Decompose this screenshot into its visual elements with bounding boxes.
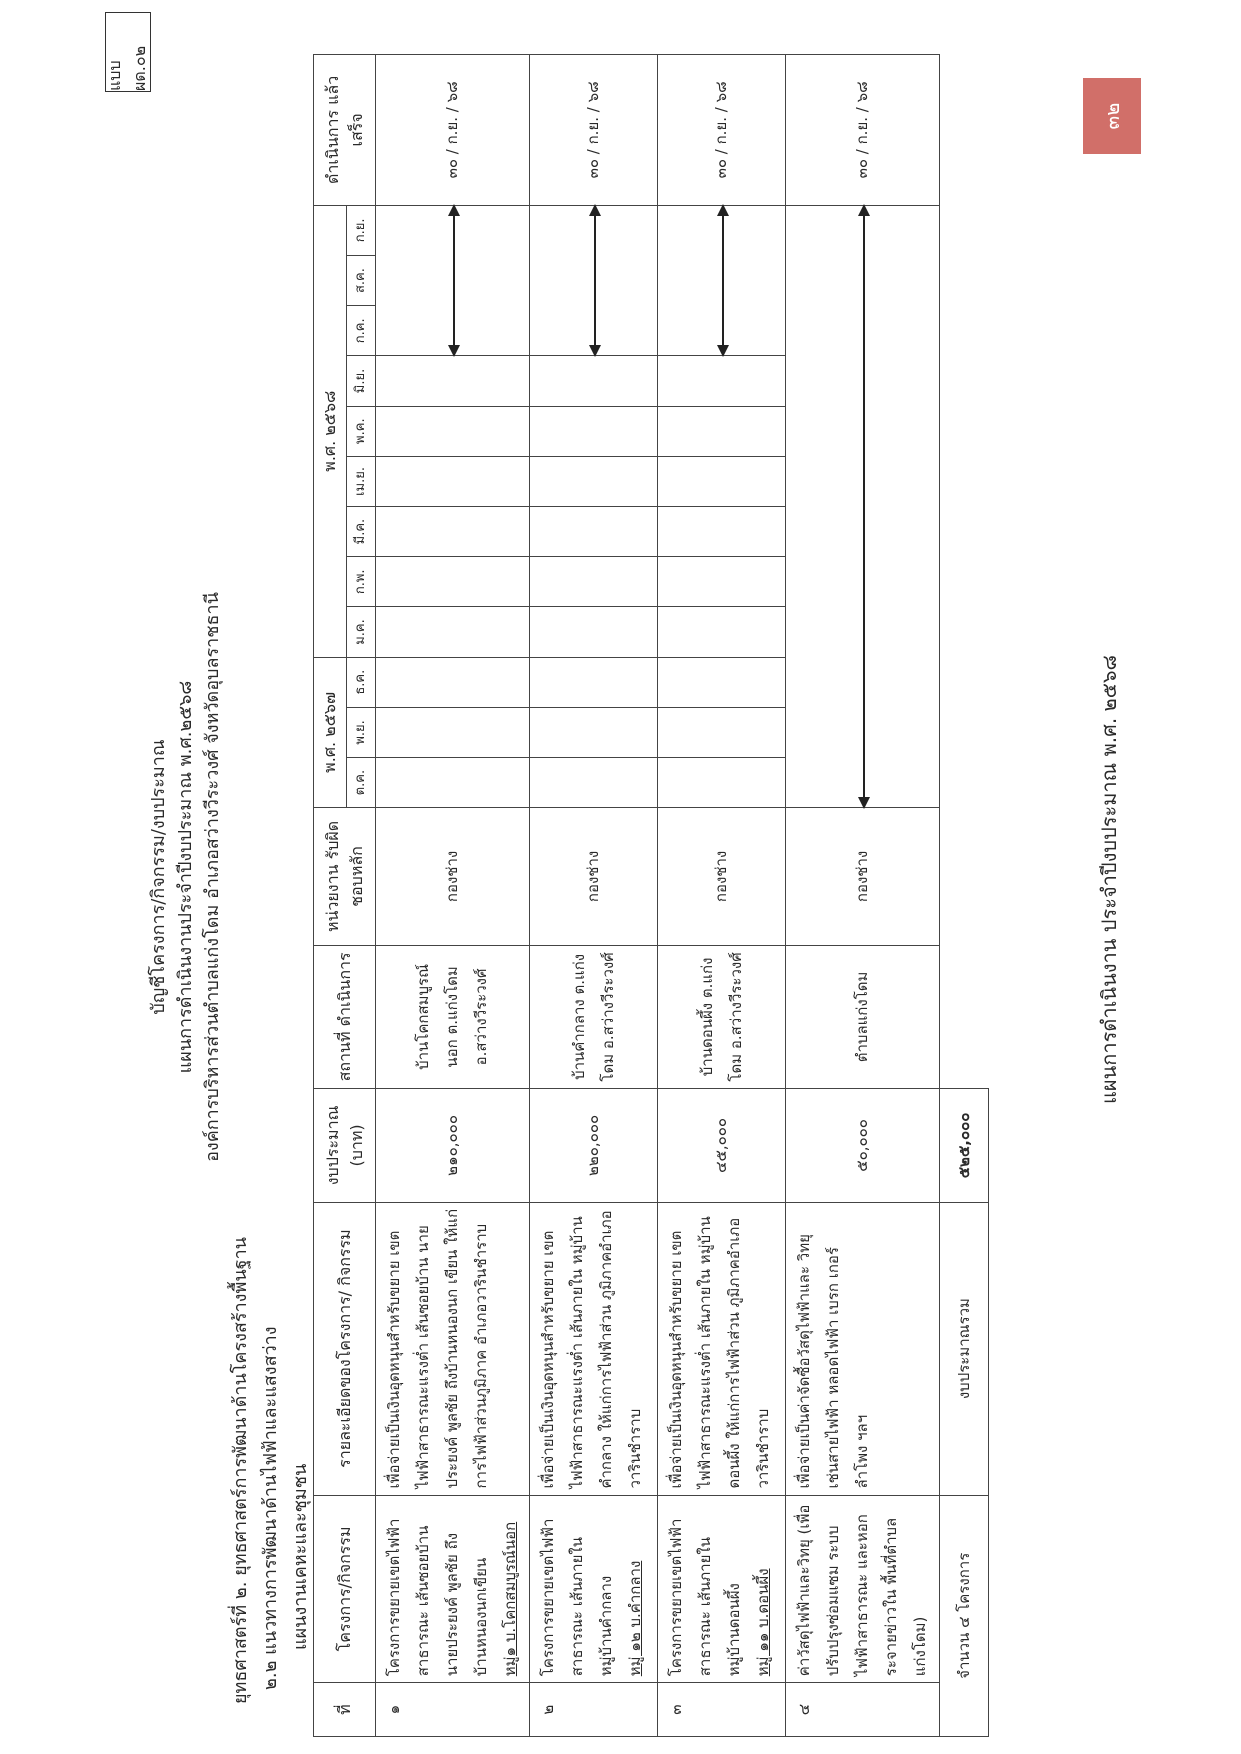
timeline-cell bbox=[376, 205, 530, 356]
month-header: เม.ย. bbox=[347, 456, 376, 506]
project-table bbox=[313, 54, 989, 1737]
title-block bbox=[145, 0, 226, 1754]
total-row bbox=[940, 55, 989, 1737]
place-text: บ้านดอนผึ้ง ต.แก่งโดม อ.สว่างวีระวงศ์ bbox=[658, 945, 786, 1088]
month-header: พ.ย. bbox=[347, 707, 376, 757]
detail-text: เพื่อจ่ายเป็นเงินอุดหนุนสำหรับขยาย เขตไฟฟ้าสาธารณะแรงต่ำ เส้นภายใน หมู่บ้านดอนผึ้ง ให้แก่การไฟฟ้าส่วน ภูมิภาคอำเภอวารินชำราบ bbox=[658, 1202, 786, 1495]
project-cell bbox=[786, 1495, 940, 1683]
detail-text: เพื่อจ่ายเป็นเงินอุดหนุนสำหรับขยาย เขตไฟฟ้าสาธารณะแรงต่ำ เส้นซอยบ้าน นายประยงค์ พูลชัย ถึงบ้านหนองนก เขียน ให้แก่การไฟฟ้าส่วนภูมิภาค อำเภอวารินชำราบ bbox=[376, 1202, 530, 1495]
strategy-guideline: ๒.๒ แนวทางการพัฒนาด้านไฟฟ้าและแสงสว่าง bbox=[260, 1326, 281, 1690]
header-done: ดำเนินการ แล้วเสร็จ bbox=[314, 55, 376, 206]
header-unit: หน่วยงาน รับผิดชอบหลัก bbox=[314, 808, 376, 945]
month-header: ก.พ. bbox=[347, 557, 376, 607]
header-year-2567: พ.ศ. ๒๕๖๗ bbox=[314, 657, 347, 808]
table-row bbox=[530, 55, 658, 1737]
budget-value: ๔๕,๐๐๐ bbox=[658, 1089, 786, 1203]
total-budget-label: งบประมาณรวม bbox=[940, 1202, 989, 1495]
page-number-badge bbox=[1083, 78, 1141, 154]
header-place: สถานที่ ดำเนินการ bbox=[314, 945, 376, 1088]
table-row bbox=[658, 55, 786, 1737]
row-no: ๔ bbox=[786, 1683, 940, 1737]
month-header: ธ.ค. bbox=[347, 657, 376, 707]
title-line-2: แผนการดำเนินงานประจำปีงบประมาณ พ.ศ.๒๕๖๘ bbox=[175, 680, 196, 1074]
month-header: ส.ค. bbox=[347, 255, 376, 305]
place-text: บ้านโคกสมบูรณ์ นอก ต.แก่งโดม อ.สว่างวีระวงศ์ bbox=[376, 945, 530, 1088]
done-date: ๓๐ / ก.ย. / ๖๘ bbox=[376, 55, 530, 206]
header-detail: รายละเอียดของโครงการ/ กิจกรรม bbox=[314, 1202, 376, 1495]
project-cell bbox=[658, 1495, 786, 1683]
unit-text: กองช่าง bbox=[376, 808, 530, 945]
month-header: มี.ค. bbox=[347, 506, 376, 556]
table-row bbox=[786, 55, 940, 1737]
total-count: จำนวน ๔ โครงการ bbox=[940, 1495, 989, 1736]
month-header: ก.ย. bbox=[347, 205, 376, 255]
month-header: มิ.ย. bbox=[347, 356, 376, 406]
header-row bbox=[314, 55, 347, 1737]
project-name: โครงการขยายเขตไฟฟ้า สาธารณะ เส้นภายใน หมู่บ้านคำกลาง bbox=[539, 1518, 615, 1677]
unit-text: กองช่าง bbox=[786, 808, 940, 945]
header-budget: งบประมาณ (บาท) bbox=[314, 1089, 376, 1203]
table-row bbox=[376, 55, 530, 1737]
timeline-cell bbox=[786, 205, 940, 808]
timeline-arrow bbox=[863, 206, 865, 808]
project-name: โครงการขยายเขตไฟฟ้า สาธารณะ เส้นภายใน หมู่บ้านดอนผึ้ง bbox=[667, 1518, 743, 1677]
timeline-cell bbox=[658, 205, 786, 356]
project-cell bbox=[530, 1495, 658, 1683]
strategy-plan: แผนงานเคหะและชุมชน bbox=[290, 1463, 311, 1650]
project-village: หมู่ ๑๑ บ.ดอนผึ้ง bbox=[754, 1568, 772, 1677]
form-code: แบบ ผด.๐๒ bbox=[105, 45, 149, 91]
budget-value: ๒๒๐,๐๐๐ bbox=[530, 1089, 658, 1203]
timeline-arrow bbox=[722, 206, 724, 356]
month-header: ก.ค. bbox=[347, 306, 376, 356]
row-no: ๓ bbox=[658, 1683, 786, 1737]
done-date: ๓๐ / ก.ย. / ๖๘ bbox=[786, 55, 940, 206]
title-line-1: บัญชีโครงการ/กิจกรรม/งบประมาณ bbox=[148, 739, 169, 1015]
budget-value: ๒๑๐,๐๐๐ bbox=[376, 1089, 530, 1203]
budget-value: ๕๐,๐๐๐ bbox=[786, 1089, 940, 1203]
done-date: ๓๐ / ก.ย. / ๖๘ bbox=[530, 55, 658, 206]
total-budget-value: ๕๒๕,๐๐๐ bbox=[940, 1089, 989, 1203]
detail-text: เพื่อจ่ายเป็นเงินอุดหนุนสำหรับขยาย เขตไฟฟ้าสาธารณะแรงต่ำ เส้นภายใน หมู่บ้านคำกลาง ให้แก่การไฟฟ้าส่วน ภูมิภาคอำเภอวารินชำราบ bbox=[530, 1202, 658, 1495]
title-line-3: องค์การบริหารส่วนตำบลแก่งโดม อำเภอสว่างวีระวงศ์ จังหวัดอุบลราชธานี bbox=[202, 592, 223, 1162]
month-header: ต.ค. bbox=[347, 758, 376, 808]
project-village: หมู่๑ บ.โคกสมบูรณ์นอก bbox=[501, 1521, 519, 1677]
project-village: หมู่ ๑๒ บ.คำกลาง bbox=[626, 1560, 644, 1677]
header-project: โครงการ/กิจกรรม bbox=[314, 1495, 376, 1683]
detail-text: เพื่อจ่ายเป็นค่าจัดซื้อวัสดุไฟฟ้าและ วิทยุ เช่นสายไฟฟ้า หลอดไฟฟ้า เบรก เกอร์ ลำโพง ฯลฯ bbox=[786, 1202, 940, 1495]
unit-text: กองช่าง bbox=[658, 808, 786, 945]
month-header: ม.ค. bbox=[347, 607, 376, 657]
timeline-arrow bbox=[453, 206, 455, 356]
row-no: ๑ bbox=[376, 1683, 530, 1737]
strategy-title: ยุทธศาสตร์ที่ ๒. ยุทธศาสตร์การพัฒนาด้านโครงสร้างพื้นฐาน bbox=[230, 1237, 251, 1704]
place-text: ตำบลแก่งโดม bbox=[786, 945, 940, 1088]
row-no: ๒ bbox=[530, 1683, 658, 1737]
place-text: บ้านคำกลาง ต.แก่งโดม อ.สว่างวีระวงศ์ bbox=[530, 945, 658, 1088]
header-year-2568: พ.ศ. ๒๕๖๘ bbox=[314, 205, 347, 657]
page-number: ๓๒ bbox=[1100, 102, 1124, 130]
timeline-cell bbox=[530, 205, 658, 356]
project-name: โครงการขยายเขตไฟฟ้า สาธารณะ เส้นซอยบ้าน นายประยงค์ พูลชัย ถึง บ้านหนองนกเขียน bbox=[385, 1518, 490, 1677]
unit-text: กองช่าง bbox=[530, 808, 658, 945]
footer-text: แผนการดำเนินงาน ประจำปีงบประมาณ พ.ศ. ๒๕๖๘ bbox=[1097, 655, 1121, 1104]
header-no: ที่ bbox=[314, 1683, 376, 1737]
project-cell bbox=[376, 1495, 530, 1683]
project-name: ค่าวัสดุไฟฟ้าและวิทยุ (เพื่อปรับปรุงซ่อมแซม ระบบไฟฟ้าสาธารณะ และหอกระจายข่าวใน พื้นที่ตำบลแก่งโดม) bbox=[795, 1504, 929, 1677]
done-date: ๓๐ / ก.ย. / ๖๘ bbox=[658, 55, 786, 206]
month-header: พ.ค. bbox=[347, 406, 376, 456]
timeline-arrow bbox=[594, 206, 596, 356]
strategy-block bbox=[226, 1237, 316, 1704]
